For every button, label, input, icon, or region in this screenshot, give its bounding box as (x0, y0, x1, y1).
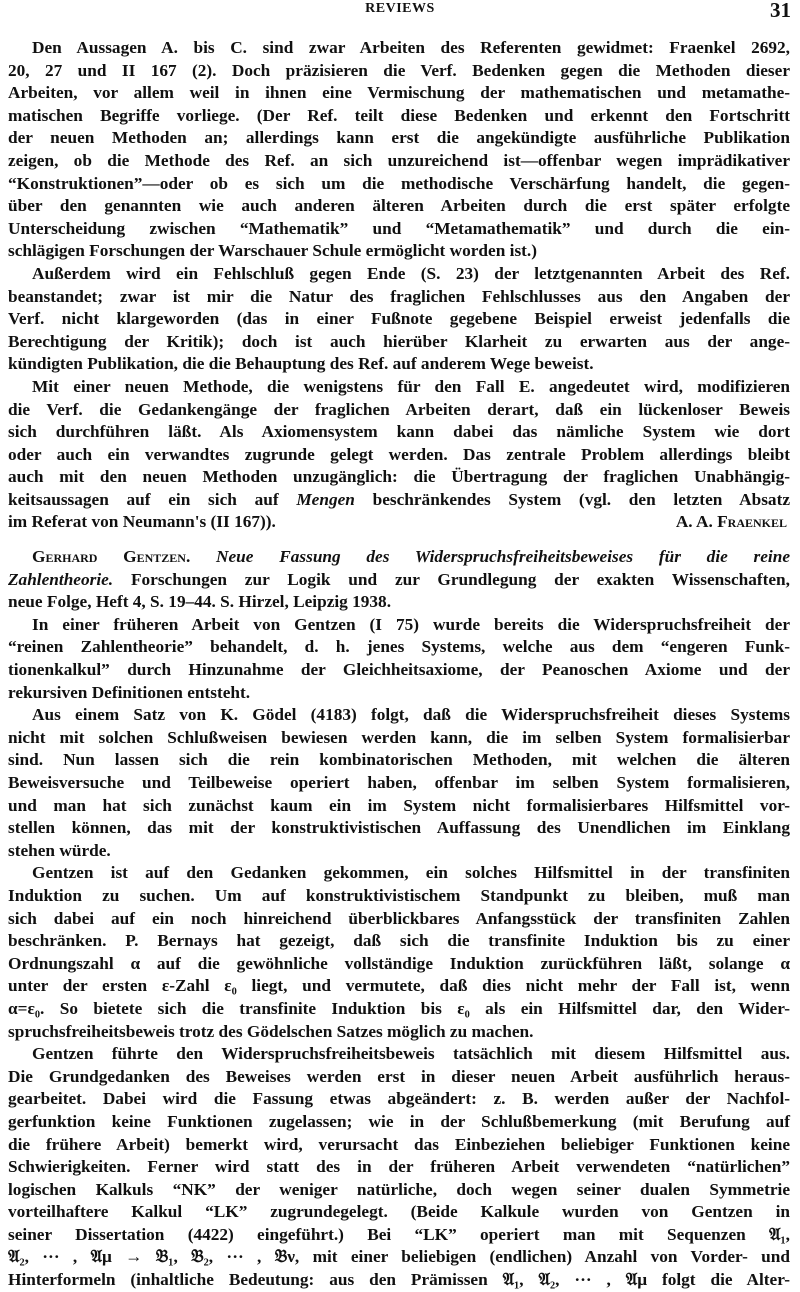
citation-line-1 (8, 546, 790, 569)
text-line: gerfunktion keine Funktionen zugelassen; wie in der Schlußbemerkung (mit Berufung auf (8, 1111, 790, 1131)
text-line: Ordnungszahl α auf die gewöhnliche vollständige Induktion zurückführen läßt, solange α (8, 953, 790, 973)
text-line: Aus einem Satz von K. Gödel (4183) folgt, daß die Widerspruchsfreiheit dieses Systems (32, 705, 790, 725)
paragraph (8, 862, 790, 1043)
text-line: Berechtigung der Kritik); doch ist auch hierüber Klarheit zu erwarten aus der ange- (8, 331, 790, 351)
text-line: stellen können, das mit der konstruktivistischen Auffassung des Unendlichen im Einklang (8, 818, 790, 838)
text-line: vorteilhaftere Kalkul “LK” zugrundegelegt. (Beide Kalkule wurden von Gentzen in (8, 1202, 790, 1222)
paragraph (8, 376, 790, 534)
text-line: schlägigen Forschungen der Warschauer Schule ermöglicht worden ist.) (8, 241, 537, 261)
paragraph (8, 263, 790, 376)
text-line: die Verf. die Gedankengänge der fraglichen Arbeiten derart, daß ein lückenloser Beweis (8, 399, 790, 419)
text-line: seiner Dissertation (4422) eingeführt.) Bei “LK” operiert man mit Sequenzen 𝔄₁, (8, 1224, 790, 1244)
text-line-content: im Referat von Neumann's (II 167)). (8, 512, 276, 532)
text-line: keitsaussagen auf ein sich auf Mengen beschränkendes System (vgl. den letzten Absatz (8, 489, 790, 509)
text-line: stehen würde. (8, 840, 111, 860)
text-line: unter der ersten ε-Zahl ε₀ liegt, und vermutete, daß dies nicht mehr der Fall ist, wenn (8, 976, 790, 996)
paragraph (8, 704, 790, 862)
text-line: und man hat sich zunächst kaum ein im System nicht formalisierbares Hilfsmittel vor- (8, 795, 790, 815)
citation-source: Forschungen zur Logik und zur Grundlegung der exakten Wissenschaften, (130, 569, 790, 589)
paragraph (8, 614, 790, 704)
running-head: REVIEWS (365, 1, 435, 16)
text-line: sich dabei auf ein noch hinreichend überblickbares Anfangsstück der transfiniten Zahlen (8, 908, 790, 928)
text-line: logischen Kalkuls “NK” der weniger natürliche, doch wegen seiner dualen Symmetrie (8, 1179, 790, 1199)
page-number: 31 (770, 0, 791, 22)
reviewer-signature: A. A. Fraenkel (675, 512, 787, 532)
text-line: In einer früheren Arbeit von Gentzen (I 75) wurde bereits die Widerspruchsfreiheit der (32, 614, 790, 634)
text-line: 20, 27 und II 167 (2). Doch präzisieren die Verf. Bedenken gegen die Methoden dieser (8, 60, 790, 80)
text-line: Beweisversuche und Teilbeweise operiert haben, offenbar im selben System formalisieren, (8, 773, 790, 792)
emphasis: Mengen (296, 489, 355, 509)
text-line: Hinterformeln (inhaltliche Bedeutung: aus den Prämissen 𝔄₁, 𝔄₂, ··· , 𝔄μ folgt die Alter- (8, 1270, 790, 1290)
text-line: Induktion zu suchen. Um auf konstruktivistischem Standpunkt zu bleiben, muß man (8, 885, 790, 905)
text-line: “Konstruktionen”—oder ob es sich um die methodische Verschärfung handelt, die gegen- (8, 173, 790, 193)
text-line: 𝔄₂, ··· , 𝔄μ → 𝔅₁, 𝔅₂, ··· , 𝔅ν, mit einer beliebigen (endlichen) Anzahl von Vorder- und (8, 1247, 790, 1267)
text-line: oder auch ein verwandtes zugrunde gelegt werden. Das zentrale Problem allerdings bleibt (8, 444, 790, 464)
text-line: auch mit den neuen Methoden unzugänglich: die Übertragung der fraglichen Unabhängig- (8, 467, 790, 487)
review-separator (8, 534, 790, 546)
text-line: sind. Nun lassen sich die rein kombinatorischen Methoden, mit welchen die älteren (8, 750, 790, 770)
text-line: Außerdem wird ein Fehlschluß gegen Ende (S. 23) der letztgenannten Arbeit des Ref. (32, 263, 790, 283)
text-line (8, 511, 790, 534)
text-line: zeigen, ob die Methode des Ref. an sich unzureichend ist—offenbar wegen imprädikativer (8, 150, 790, 170)
review-title-part-1: Neue Fassung des Widerspruchsfreiheitsbeweises für die reine (216, 547, 791, 567)
text-line: spruchsfreiheitsbeweis trotz des Gödelschen Satzes möglich zu machen. (8, 1021, 534, 1041)
review-title-part-2: Zahlentheorie. (8, 569, 114, 589)
citation-line-3: neue Folge, Heft 4, S. 19–44. S. Hirzel, Leipzig 1938. (8, 592, 392, 612)
text-line: beschränken. P. Bernays hat gezeigt, daß sich die transfinite Induktion bis zu einer (8, 931, 790, 951)
text-line: Die Grundgedanken des Beweises werden erst in dieser neuen Arbeit ausführlich heraus- (8, 1066, 790, 1086)
text-line: kündigten Publikation, die die Behauptung des Ref. auf anderem Wege beweist. (8, 354, 594, 374)
text-line: Unterscheidung zwischen “Mathematik” und “Metamathematik” und durch die ein- (8, 218, 790, 238)
text-line: der neuen Methoden an; allerdings kann erst die angekündigte ausführliche Publikation (8, 128, 790, 148)
review-citation (8, 546, 790, 614)
text-line: nicht mit solchen Schlußweisen bewiesen werden kann, die im selben System formalisierbar (8, 727, 790, 747)
review-fraenkel (8, 37, 790, 534)
page-body (8, 37, 790, 1292)
text-line: Gentzen führte den Widerspruchsfreiheitsbeweis tatsächlich mit diesem Hilfsmittel aus. (32, 1044, 790, 1064)
text-line: über den genannten wie auch anderen älteren Arbeiten durch die erst später erfolgte (8, 196, 790, 216)
text-line: “reinen Zahlentheorie” behandelt, d. h. jenes Systems, welche aus dem “engeren Funk- (8, 637, 790, 657)
text-line: rekursiven Definitionen entsteht. (8, 682, 251, 702)
text-line: beanstandet; zwar ist mir die Natur des fraglichen Fehlschlusses aus den Angaben der (8, 286, 790, 306)
review-author: Gerhard Gentzen. (32, 547, 191, 567)
text-line: Verf. nicht klargeworden (das in einer Fußnote gegebene Beispiel erweist jedenfalls die (8, 309, 790, 329)
text-line: die frühere Arbeit) bemerkt wird, verursacht das Einbeziehen beliebiger Funktionen keine (8, 1134, 790, 1154)
text-line: sich durchführen läßt. Als Axiomensystem kann dabei das nämliche System wie dort (8, 422, 790, 442)
page-header (0, 0, 800, 24)
text-line: Gentzen ist auf den Gedanken gekommen, ein solches Hilfsmittel in der transfiniten (32, 863, 790, 883)
review-gentzen (8, 546, 790, 1292)
text-line: Mit einer neuen Methode, die wenigstens für den Fall E. angedeutet wird, modifizieren (32, 376, 790, 396)
citation-line-2 (8, 569, 790, 592)
paragraph (8, 37, 790, 263)
text-line: Schwierigkeiten. Ferner wird statt des in der früheren Arbeit verwendeten “natürlichen” (8, 1157, 790, 1177)
text-line: α=ε₀. So bietete sich die transfinite Induktion bis ε₀ als ein Hilfsmittel dar, den Wider- (8, 998, 790, 1018)
text-line: tionenkalkul” durch Hinzunahme der Gleichheitsaxiome, der Peanoschen Axiome und der (8, 660, 790, 680)
text-line: matischen Begriffe vorliege. (Der Ref. teilt diese Bedenken und erkennt den Fortschritt (8, 105, 790, 125)
text-line: Arbeiten, vor allem weil in ihnen eine Vermischung der mathematischen und metamathe- (8, 83, 790, 103)
text-line: gearbeitet. Dabei wird die Fassung etwas abgeändert: z. B. werden außer der Nachfol- (8, 1089, 790, 1109)
text-line: Den Aussagen A. bis C. sind zwar Arbeiten des Referenten gewidmet: Fraenkel 2692, (32, 38, 790, 57)
paragraph (8, 1043, 790, 1292)
